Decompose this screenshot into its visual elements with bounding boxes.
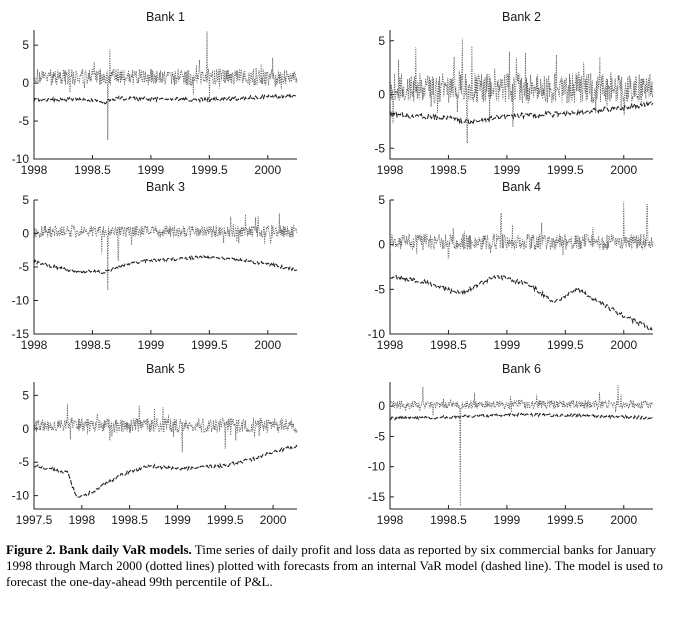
- y-tick-label: -5: [18, 455, 29, 470]
- chart-title: Bank 3: [146, 180, 185, 194]
- y-tick-label: 0: [22, 421, 29, 436]
- x-tick-label: 1997.5: [15, 513, 53, 527]
- chart-title: Bank 4: [502, 180, 541, 194]
- y-tick-label: 5: [22, 388, 29, 403]
- chart-bank-3: [12, 180, 297, 352]
- y-tick-label: 0: [378, 87, 385, 102]
- y-tick-label: -10: [11, 293, 29, 308]
- series-var-forecast: [34, 445, 297, 497]
- y-tick-label: -10: [11, 152, 29, 166]
- x-tick-label: 1998.5: [430, 163, 467, 177]
- x-tick-label: 1998.5: [74, 163, 111, 177]
- x-tick-label: 2000: [254, 163, 282, 177]
- x-tick-label: 1998: [20, 163, 48, 177]
- x-tick-label: 2000: [254, 338, 282, 352]
- series-pnl: [34, 32, 297, 141]
- series-pnl: [390, 385, 653, 506]
- chart-bank-5: [12, 362, 297, 527]
- y-tick-label: 0: [378, 399, 385, 414]
- axis-lines: [34, 200, 297, 334]
- x-tick-label: 1999.5: [546, 513, 584, 527]
- y-tick-label: -5: [374, 282, 385, 297]
- x-tick-label: 1998.5: [430, 513, 467, 527]
- series-pnl: [390, 202, 653, 258]
- chart-title: Bank 6: [502, 362, 541, 376]
- x-tick-label: 2000: [610, 513, 638, 527]
- y-tick-label: 0: [22, 226, 29, 241]
- x-tick-label: 1999: [493, 338, 521, 352]
- series-pnl: [34, 403, 297, 452]
- caption-label: Figure 2. Bank daily VaR models.: [6, 542, 192, 557]
- y-tick-label: -5: [374, 141, 385, 156]
- y-tick-label: -5: [18, 260, 29, 274]
- x-tick-label: 1999: [164, 513, 191, 527]
- x-tick-label: 1999.5: [206, 513, 244, 527]
- x-tick-label: 1998: [376, 513, 404, 527]
- x-tick-label: 1998.5: [111, 513, 148, 527]
- chart-title: Bank 1: [146, 10, 185, 24]
- y-tick-label: -5: [18, 114, 29, 129]
- x-tick-label: 1999.5: [546, 338, 584, 352]
- series-var-forecast: [34, 256, 297, 274]
- axis-lines: [390, 200, 653, 334]
- y-tick-label: 0: [22, 76, 29, 91]
- x-tick-label: 1999.5: [190, 338, 228, 352]
- series-var-forecast: [390, 276, 653, 331]
- y-tick-label: -10: [367, 327, 385, 341]
- series-var-forecast: [34, 95, 297, 104]
- y-tick-label: -10: [11, 488, 29, 503]
- x-tick-label: 1998.5: [74, 338, 111, 352]
- x-tick-label: 1998: [376, 338, 404, 352]
- chart-title: Bank 5: [146, 362, 185, 376]
- series-pnl: [34, 213, 297, 290]
- chart-bank-2: [374, 10, 653, 177]
- chart-title: Bank 2: [502, 10, 541, 24]
- figure-caption: [6, 542, 670, 590]
- x-tick-label: 1998: [20, 338, 48, 352]
- x-tick-label: 2000: [610, 338, 638, 352]
- x-tick-label: 1998: [376, 163, 404, 177]
- x-tick-label: 1999.5: [546, 163, 584, 177]
- x-tick-label: 1998: [68, 513, 96, 527]
- y-tick-label: 5: [22, 38, 29, 53]
- x-tick-label: 1999: [137, 163, 165, 177]
- y-tick-label: 5: [22, 193, 29, 207]
- axis-lines: [390, 30, 653, 159]
- series-var-forecast: [390, 102, 653, 125]
- x-tick-label: 1999: [137, 338, 165, 352]
- y-tick-label: 0: [378, 237, 385, 252]
- y-tick-label: 5: [378, 193, 385, 207]
- x-tick-label: 1999.5: [190, 163, 228, 177]
- y-tick-label: -10: [367, 459, 385, 474]
- series-var-forecast: [390, 413, 653, 420]
- y-tick-label: -5: [374, 429, 385, 444]
- x-tick-label: 1999: [493, 163, 521, 177]
- chart-bank-4: [368, 180, 653, 352]
- y-tick-label: -15: [367, 489, 385, 504]
- y-tick-label: 5: [378, 33, 385, 48]
- chart-bank-6: [368, 362, 653, 527]
- series-pnl: [390, 39, 653, 143]
- x-tick-label: 2000: [610, 163, 638, 177]
- x-tick-label: 1999: [493, 513, 521, 527]
- caption-text: Time series of daily profit and loss data as reported by six commercial banks for January 1998 through March 2000 (dotted lines) plotted with forecasts from an internal VaR model (dashed line). The model is used to forecast the one-day-ahead 99th percentile of P&L.: [6, 542, 663, 589]
- x-tick-label: 1998.5: [430, 338, 467, 352]
- axis-lines: [34, 30, 297, 159]
- y-tick-label: -15: [11, 327, 29, 341]
- chart-bank-1: [12, 10, 297, 177]
- x-tick-label: 2000: [259, 513, 287, 527]
